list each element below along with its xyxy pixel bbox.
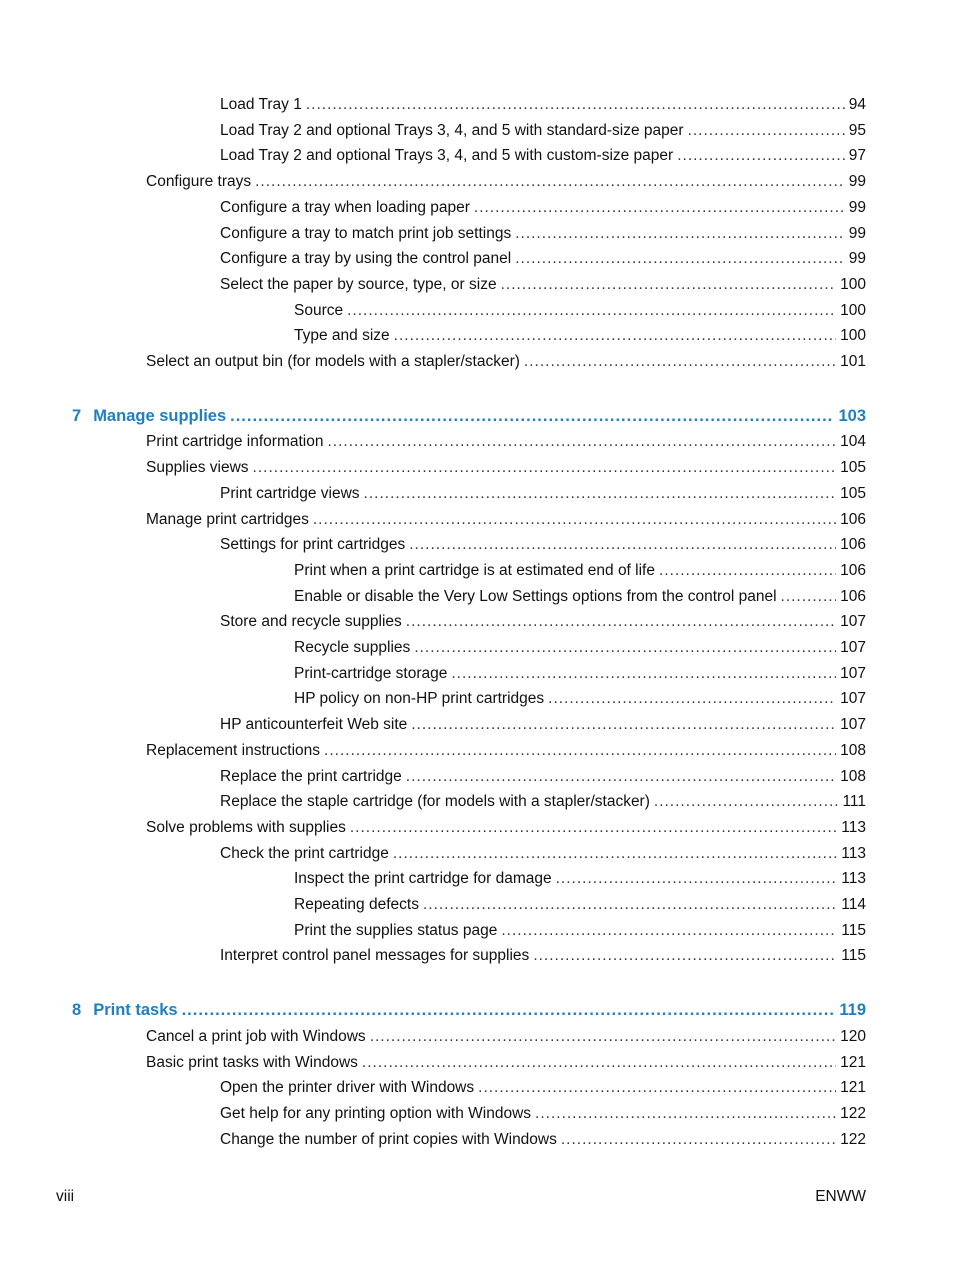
toc-entry[interactable] [220,120,866,142]
toc-entry[interactable] [146,431,866,453]
toc-page-number: 106 [840,587,866,605]
toc-entry-title: Print cartridge views [220,484,360,502]
toc-dot-leader [347,300,836,322]
toc-chapter-entry[interactable] [72,405,866,427]
toc-entry-title: Settings for print cartridges [220,536,406,554]
toc-entry-title: Get help for any printing option with Windows [220,1104,532,1122]
toc-entry-title: Load Tray 1 [220,96,302,113]
toc-entry-title: Configure trays [146,173,252,191]
toc-dot-leader [524,351,836,373]
toc-entry-title: Select an output bin (for models with a stapler/stacker) [146,353,520,370]
toc-entry[interactable] [294,560,866,582]
toc-entry-title: Repeating defects [294,896,419,913]
toc-entry-title: Print the supplies status page [294,921,498,939]
toc-dot-leader [406,611,836,633]
toc-entry[interactable] [220,714,866,736]
toc-page-number: 120 [840,1027,866,1045]
toc-page-number: 107 [840,716,866,734]
toc-entry[interactable] [294,688,866,710]
toc-entry[interactable] [294,300,866,322]
toc-entry[interactable] [220,1077,866,1099]
toc-dot-leader [327,431,836,453]
toc-dot-leader [306,94,845,116]
toc-dot-leader [654,791,839,813]
toc-entry-title: Configure a tray to match print job settings [220,224,512,242]
toc-entry[interactable] [220,94,866,116]
toc-dot-leader [501,274,837,296]
toc-entry[interactable] [220,534,866,556]
toc-dot-leader [561,1129,836,1151]
toc-entry-title: Replace the print cartridge [220,767,402,785]
toc-page-number: 104 [840,433,866,451]
toc-entry-title: Replacement instructions [146,741,321,759]
toc-dot-leader [362,1052,836,1074]
toc-dot-leader [313,509,836,531]
footer-doc-code: ENWW [815,1188,866,1205]
toc-entry-title: Configure a tray when loading paper [220,198,470,216]
toc-dot-leader [253,457,837,479]
toc-entry-title: Open the printer driver with Windows [220,1079,475,1097]
toc-page-number: 97 [848,147,866,165]
toc-page-number: 108 [840,767,866,785]
toc-dot-leader [414,637,836,659]
toc-page-number: 106 [840,510,866,528]
toc-entry[interactable] [220,145,866,167]
toc-entry-title: HP anticounterfeit Web site [220,716,408,734]
toc-entry-title: Inspect the print cartridge for damage [294,870,552,888]
toc-page-number: 99 [848,250,866,268]
toc-dot-leader [501,920,837,942]
toc-entry[interactable] [294,920,866,942]
toc-entry-title: Select the paper by source, type, or size [220,275,497,293]
toc-entry[interactable] [220,223,866,245]
toc-dot-leader [409,534,836,556]
toc-entry-title: Load Tray 2 and optional Trays 3, 4, and 5 with standard-size paper [220,121,684,139]
toc-page-number: 113 [841,844,866,862]
toc-page-number: 106 [840,561,866,579]
toc-entry-title: Manage print cartridges [146,510,309,528]
toc-page-number: 99 [848,198,866,216]
toc-dot-leader [350,817,837,839]
toc-entry-title: Replace the staple cartridge (for models with a stapler/stacker) [220,793,650,811]
toc-entry[interactable] [294,894,866,916]
toc-entry[interactable] [220,248,866,270]
toc-page-number: 95 [848,121,866,139]
toc-entry[interactable] [220,1103,866,1125]
toc-entry[interactable] [220,274,866,296]
toc-page-number: 111 [842,793,866,811]
toc-entry-title: Recycle supplies [294,639,411,656]
toc-page-number: 107 [840,613,866,631]
toc-entry[interactable] [146,171,866,193]
toc-dot-leader [659,560,836,582]
toc-dot-leader [364,483,837,505]
toc-dot-leader [423,894,837,916]
toc-entry[interactable] [146,1026,866,1048]
toc-entry-title: Load Tray 2 and optional Trays 3, 4, and 5 with custom-size paper [220,147,674,165]
toc-dot-leader [781,586,837,608]
toc-dot-leader [451,663,836,685]
toc-page-number: 122 [840,1130,866,1148]
toc-entry[interactable] [294,325,866,347]
toc-entry[interactable] [220,197,866,219]
toc-page-number: 107 [840,664,866,682]
toc-entry-title: Solve problems with supplies [146,818,346,836]
toc-page-number: 113 [841,818,866,836]
toc-dot-leader [515,223,845,245]
toc-dot-leader [406,766,836,788]
toc-page-number: 105 [840,484,866,502]
toc-entry[interactable] [220,766,866,788]
toc-entry-title: Print cartridge information [146,433,324,451]
toc-page-number: 115 [841,921,866,939]
toc-page-number: 106 [840,536,866,554]
toc-page-number: 100 [840,327,866,345]
toc-entry-title: Supplies views [146,459,249,477]
toc-page-number: 121 [840,1079,866,1097]
toc-dot-leader [535,1103,836,1125]
toc-page-number: 105 [840,459,866,477]
toc-entry-title: Basic print tasks with Windows [146,1053,358,1071]
toc-entry-title: HP policy on non-HP print cartridges [294,690,545,708]
toc-page-number: 100 [840,301,866,319]
toc-page-number: 107 [840,690,866,708]
toc-dot-leader [677,145,845,167]
toc-page-number: 99 [848,224,866,242]
toc-entry-title: Print when a print cartridge is at estimated end of life [294,561,655,579]
toc-page-number: 114 [841,896,866,913]
toc-entry-title: Print tasks [93,1001,178,1020]
toc-entry-title: Change the number of print copies with Windows [220,1130,557,1148]
toc-page-number: 108 [840,741,866,759]
toc-dot-leader [411,714,836,736]
footer-page-number: viii [56,1188,75,1205]
toc-entry-title: Store and recycle supplies [220,613,402,631]
toc-page-number: 101 [840,353,866,370]
toc-page-number: 119 [839,1001,866,1020]
toc-chapter-number: 8 [72,1001,82,1020]
toc-page-number: 107 [840,639,866,656]
toc-page-number: 99 [848,173,866,191]
toc-entry[interactable] [146,740,866,762]
toc-dot-leader [230,405,834,427]
toc-entry-title: Cancel a print job with Windows [146,1027,366,1045]
toc-entry[interactable] [220,1129,866,1151]
toc-dot-leader [688,120,845,142]
toc-entry[interactable] [294,663,866,685]
toc-dot-leader [474,197,845,219]
toc-entry[interactable] [220,483,866,505]
toc-entry[interactable] [146,817,866,839]
toc-dot-leader [393,843,837,865]
toc-chapter-entry[interactable] [72,999,866,1021]
toc-entry[interactable] [146,509,866,531]
toc-entry[interactable] [294,637,866,659]
toc-page-number: 122 [840,1104,866,1122]
toc-dot-leader [515,248,845,270]
toc-dot-leader [548,688,836,710]
toc-entry-title: Interpret control panel messages for supplies [220,947,530,965]
toc-dot-leader [478,1077,836,1099]
toc-dot-leader [556,868,838,890]
toc-page-number: 115 [841,947,866,965]
toc-entry[interactable] [294,586,866,608]
toc-dot-leader [370,1026,836,1048]
toc-entry[interactable] [146,457,866,479]
toc-page-number: 121 [840,1053,866,1071]
toc-dot-leader [394,325,836,347]
toc-page-number: 100 [840,275,866,293]
toc-entry[interactable] [220,791,866,813]
toc-page-number: 94 [848,96,866,113]
toc-entry-title: Manage supplies [93,406,227,425]
toc-page-number: 113 [841,870,866,888]
toc-entry-title: Type and size [294,327,390,345]
toc-entry-title: Source [294,301,344,319]
toc-chapter-number: 7 [72,406,82,425]
toc-dot-leader [324,740,836,762]
toc-page-number: 103 [838,406,866,425]
toc-dot-leader [533,945,837,967]
toc-entry-title: Print-cartridge storage [294,664,448,682]
toc-entry[interactable] [294,868,866,890]
toc-entry-title: Enable or disable the Very Low Settings options from the control panel [294,587,777,605]
toc-dot-leader [182,999,836,1021]
toc-entry[interactable] [220,843,866,865]
toc-dot-leader [255,171,845,193]
toc-entry[interactable] [146,351,866,373]
toc-entry-title: Check the print cartridge [220,844,389,862]
toc-entry[interactable] [146,1052,866,1074]
toc-entry[interactable] [220,945,866,967]
toc-entry[interactable] [220,611,866,633]
toc-entry-title: Configure a tray by using the control panel [220,250,512,268]
